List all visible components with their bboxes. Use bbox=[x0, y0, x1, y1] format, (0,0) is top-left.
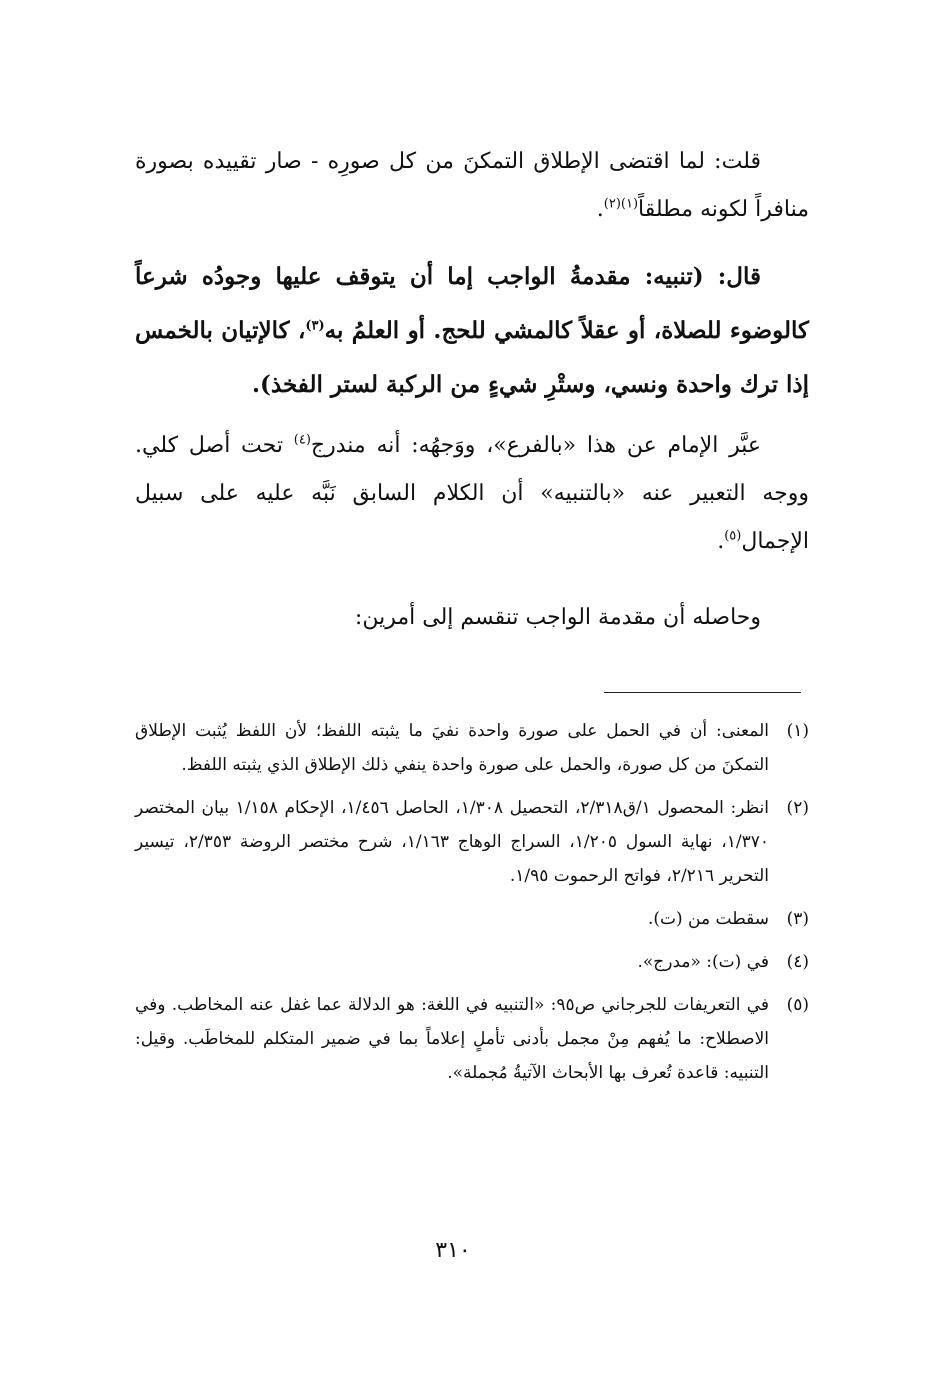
paragraph-2-rest: ، كالإتيان بالخمس إذا ترك واحدة ونسي، وستْرِ شيءٍ من الركبة لستر الفخذ). bbox=[135, 317, 809, 398]
paragraph-3 bbox=[135, 422, 809, 566]
paragraph-2-lead: قال: (تنبيه: مقدمةُ الواجب إما أن يتوقف عليها وجودُه شرعاً كالوضوء للصلاة، أو عقلاً كالمشي للحج. أو العلمُ به bbox=[135, 263, 809, 344]
footnote-separator bbox=[604, 692, 801, 693]
footnote-ref-1-2: (١)(٢) bbox=[603, 196, 639, 212]
footnote-number: (٢) bbox=[786, 798, 809, 818]
footnote-ref-3: (٣) bbox=[305, 318, 325, 334]
paragraph-2-matn bbox=[135, 250, 809, 412]
footnote-2 bbox=[135, 791, 809, 893]
footnote-5 bbox=[135, 988, 809, 1090]
footnote-3 bbox=[135, 902, 809, 936]
footnote-number: (٤) bbox=[786, 952, 809, 972]
paragraph-3-end: . bbox=[717, 529, 725, 554]
footnote-number: (١) bbox=[786, 721, 809, 741]
footnote-text: في (ت): «مدرج». bbox=[637, 952, 769, 972]
paragraph-1 bbox=[135, 138, 809, 234]
footnote-4 bbox=[135, 945, 809, 979]
paragraph-1-end: . bbox=[596, 197, 604, 222]
paragraph-4 bbox=[135, 594, 809, 642]
footnote-number: (٥) bbox=[786, 995, 809, 1015]
paragraph-1-text: قلت: لما اقتضى الإطلاق التمكنَ من كل صورِه - صار تقييده بصورة منافراً لكونه مطلقاً bbox=[135, 149, 809, 222]
footnote-text: في التعريفات للجرجاني ص٩٥: «التنبيه في اللغة: هو الدلالة عما غفل عنه المخاطب. وفي الاصطلاح: ما يُفهم مِنْ مجمل بأدنى تأملٍ إعلاماً بما في ضمير المتكلم للمخاطَب. وقيل: التنبيه: قاعدة تُعرف بها الأبحاث الآتيةُ مُجملة». bbox=[135, 995, 769, 1083]
footnote-text: انظر: المحصول ١/ق٢/٣١٨، التحصيل ١/٣٠٨، الحاصل ١/٤٥٦، الإحكام ١/١٥٨ بيان المختصر ١/٣٧٠، نهاية السول ١/٢٠٥، السراج الوهاج ١/١٦٣، شرح مختصر الروضة ٢/٣٥٣، تيسير التحرير ٢/٢١٦، فواتح الرحموت ١/٩٥. bbox=[135, 798, 769, 886]
footnote-number: (٣) bbox=[786, 909, 809, 929]
paragraph-4-text: وحاصله أن مقدمة الواجب تنقسم إلى أمرين: bbox=[354, 605, 761, 630]
footnotes bbox=[135, 714, 809, 1099]
paragraph-3-lead: عبَّر الإمام عن هذا «بالفرع»، ووَجهُه: أنه مندرج bbox=[310, 433, 761, 458]
footnote-ref-4: (٤) bbox=[293, 432, 311, 448]
footnote-text: المعنى: أن في الحمل على صورة واحدة نفيَ ما يثبته اللفظ؛ لأن اللفظ يُثبت الإطلاق التمكنَ من كل صورة، والحمل على صورة واحدة ينفي ذلك الإطلاق الذي يثبته اللفظ. bbox=[135, 721, 769, 775]
page-number: ٣١٠ bbox=[435, 1238, 471, 1263]
footnote-ref-5: (٥) bbox=[724, 528, 742, 544]
footnote-text: سقطت من (ت). bbox=[647, 909, 769, 929]
main-text bbox=[135, 138, 809, 642]
footnote-1 bbox=[135, 714, 809, 782]
paragraph-3-rest: تحت أصل كلي. ووجه التعبير عنه «بالتنبيه» أن الكلام السابق نَبَّه عليه على سبيل الإجمال bbox=[135, 433, 809, 554]
